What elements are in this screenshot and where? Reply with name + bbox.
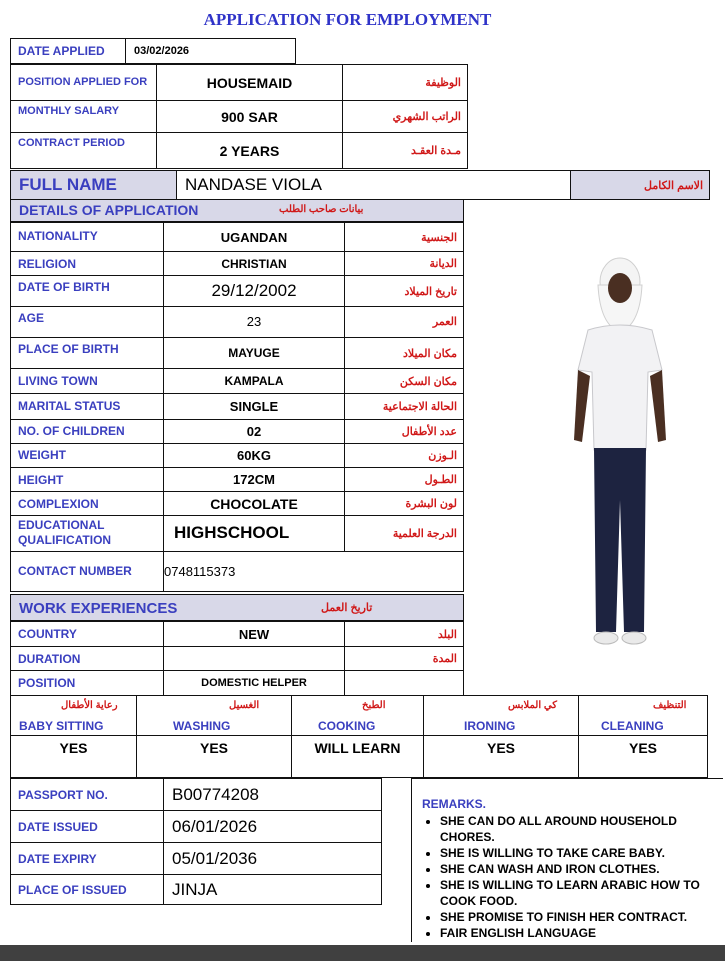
skill-ironing-arabic: كي الملابس	[508, 700, 557, 711]
skill-ironing-label: IRONING	[464, 719, 516, 733]
duration-value	[164, 647, 345, 671]
contract-label: CONTRACT PERIOD	[11, 133, 157, 169]
skill-cooking-value: WILL LEARN	[292, 736, 424, 778]
marital-status-label: MARITAL STATUS	[11, 394, 164, 419]
dob-arabic: تاريخ الميلاد	[345, 276, 464, 306]
work-header	[10, 594, 464, 621]
remarks-title: REMARKS.	[422, 797, 487, 811]
age-arabic: العمر	[345, 306, 464, 337]
duration-arabic: المدة	[345, 647, 464, 671]
contact-label: CONTACT NUMBER	[11, 551, 164, 591]
place-of-birth-arabic: مكان الميلاد	[345, 337, 464, 368]
remark-item: • SHE IS WILLING TO TAKE CARE BABY.	[440, 845, 725, 861]
living-town-arabic: مكان السكن	[345, 369, 464, 394]
skill-babysitting-value: YES	[11, 736, 137, 778]
skill-babysitting-header	[11, 696, 137, 736]
country-label: COUNTRY	[11, 622, 164, 647]
date-expiry-value: 05/01/2036	[164, 843, 382, 875]
details-table	[10, 222, 464, 592]
skill-cooking-label: COOKING	[318, 719, 376, 733]
position-exp-label: POSITION	[11, 671, 164, 696]
children-label: NO. OF CHILDREN	[11, 419, 164, 443]
marital-status-arabic: الحالة الاجتماعية	[345, 394, 464, 419]
passport-table	[10, 778, 382, 905]
weight-arabic: الـوزن	[345, 443, 464, 467]
work-header-arabic: تاريخ العمل	[321, 602, 373, 614]
marital-status-value: SINGLE	[164, 394, 345, 419]
height-arabic: الطـول	[345, 467, 464, 491]
details-header-label: DETAILS OF APPLICATION	[19, 202, 199, 218]
passport-no-label: PASSPORT NO.	[11, 779, 164, 811]
passport-no-value: B00774208	[164, 779, 382, 811]
skill-washing-arabic: الغسيل	[229, 700, 260, 711]
full-name-value: NANDASE VIOLA	[177, 171, 571, 200]
date-applied-label: DATE APPLIED	[11, 39, 126, 64]
dob-label: DATE OF BIRTH	[11, 276, 164, 306]
nationality-arabic: الجنسية	[345, 223, 464, 252]
skill-babysitting-arabic: رعاية الأطفال	[61, 700, 118, 711]
place-issued-label: PLACE OF ISSUED	[11, 875, 164, 905]
living-town-label: LIVING TOWN	[11, 369, 164, 394]
date-issued-value: 06/01/2026	[164, 811, 382, 843]
place-of-birth-label: PLACE OF BIRTH	[11, 337, 164, 368]
remarks-box	[411, 778, 723, 942]
complexion-label: COMPLEXION	[11, 492, 164, 516]
position-exp-value: DOMESTIC HELPER	[164, 671, 345, 696]
salary-label: MONTHLY SALARY	[11, 101, 157, 133]
work-header-label: WORK EXPERIENCES	[19, 600, 178, 617]
remarks-list	[422, 813, 725, 941]
position-table	[10, 64, 468, 169]
children-arabic: عدد الأطفال	[345, 419, 464, 443]
place-of-birth-value: MAYUGE	[164, 337, 345, 368]
weight-label: WEIGHT	[11, 443, 164, 467]
skill-cooking-arabic: الطبخ	[362, 700, 386, 711]
contract-value: 2 YEARS	[157, 133, 343, 169]
skill-cleaning-value: YES	[579, 736, 708, 778]
living-town-value: KAMPALA	[164, 369, 345, 394]
remark-item: • FAIR ENGLISH LANGUAGE	[440, 925, 725, 941]
education-label: EDUCATIONAL QUALIFICATION	[11, 516, 164, 551]
religion-label: RELIGION	[11, 252, 164, 276]
page-title: APPLICATION FOR EMPLOYMENT	[203, 10, 492, 29]
date-issued-label: DATE ISSUED	[11, 811, 164, 843]
skill-ironing-value: YES	[424, 736, 579, 778]
height-value: 172CM	[164, 467, 345, 491]
remark-item: • SHE CAN WASH AND IRON CLOTHES.	[440, 861, 725, 877]
place-issued-value: JINJA	[164, 875, 382, 905]
position-exp-arabic	[345, 671, 464, 696]
full-name-label: FULL NAME	[11, 171, 177, 200]
applicant-figure-icon	[540, 240, 700, 660]
skill-cleaning-label: CLEANING	[601, 719, 664, 733]
date-applied-value: 03/02/2026	[126, 39, 296, 64]
age-label: AGE	[11, 306, 164, 337]
skill-babysitting-label: BABY SITTING	[19, 719, 104, 733]
height-label: HEIGHT	[11, 467, 164, 491]
skills-table	[10, 695, 708, 778]
children-value: 02	[164, 419, 345, 443]
skill-cleaning-arabic: التنظيف	[653, 700, 687, 711]
date-applied-row	[10, 38, 296, 64]
religion-arabic: الديانة	[345, 252, 464, 276]
skill-ironing-header	[424, 696, 579, 736]
skill-washing-label: WASHING	[173, 719, 231, 733]
date-expiry-label: DATE EXPIRY	[11, 843, 164, 875]
education-value: HIGHSCHOOL	[164, 516, 345, 551]
skill-cleaning-header	[579, 696, 708, 736]
skill-washing-value: YES	[137, 736, 292, 778]
complexion-arabic: لون البشرة	[345, 492, 464, 516]
details-header-arabic: بيانات صاحب الطلب	[279, 204, 364, 215]
remark-item: • SHE IS WILLING TO LEARN ARABIC HOW TO COOK FOOD.	[440, 877, 725, 909]
nationality-value: UGANDAN	[164, 223, 345, 252]
country-value: NEW	[164, 622, 345, 647]
skill-cooking-header	[292, 696, 424, 736]
weight-value: 60KG	[164, 443, 345, 467]
education-arabic: الدرجة العلمية	[345, 516, 464, 551]
remark-item: • SHE CAN DO ALL AROUND HOUSEHOLD CHORES.	[440, 813, 725, 845]
religion-value: CHRISTIAN	[164, 252, 345, 276]
applicant-photo	[540, 240, 700, 660]
work-table	[10, 621, 464, 696]
position-value: HOUSEMAID	[157, 65, 343, 101]
salary-arabic: الراتب الشهري	[343, 101, 468, 133]
dob-value: 29/12/2002	[164, 276, 345, 306]
remark-item: • SHE PROMISE TO FINISH HER CONTRACT.	[440, 909, 725, 925]
contact-value: 0748115373	[164, 551, 464, 591]
country-arabic: البلد	[345, 622, 464, 647]
full-name-row	[10, 170, 710, 200]
salary-value: 900 SAR	[157, 101, 343, 133]
details-header	[10, 200, 464, 222]
position-arabic: الوظيفة	[343, 65, 468, 101]
duration-label: DURATION	[11, 647, 164, 671]
nationality-label: NATIONALITY	[11, 223, 164, 252]
skill-washing-header	[137, 696, 292, 736]
contract-arabic: مـدة العقـد	[343, 133, 468, 169]
full-name-arabic: الاسم الكامل	[571, 171, 710, 200]
complexion-value: CHOCOLATE	[164, 492, 345, 516]
position-label: POSITION APPLIED FOR	[11, 65, 157, 101]
age-value: 23	[164, 306, 345, 337]
